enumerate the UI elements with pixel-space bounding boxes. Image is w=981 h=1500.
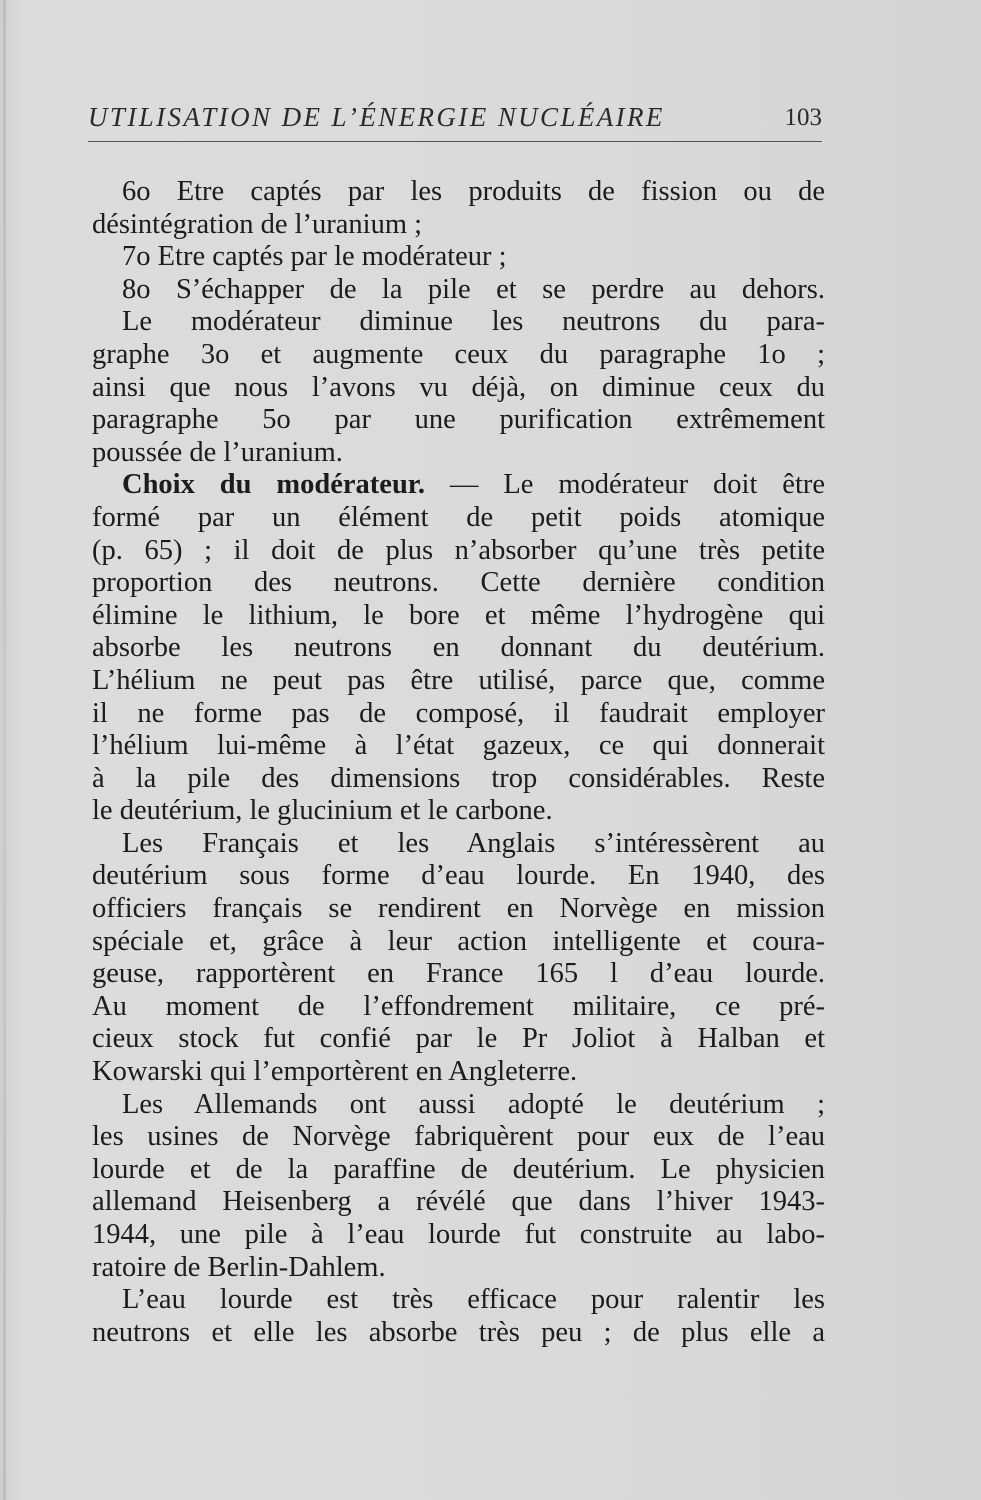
text-line: neutrons et elle les absorbe très peu ; de plus elle a: [92, 1316, 825, 1348]
text-line: 7o Etre captés par le modérateur ;: [122, 241, 507, 273]
text-line: allemand Heisenberg a révélé que dans l’hiver 1943-: [92, 1186, 825, 1218]
text-line: Les Français et les Anglais s’intéressèrent au: [122, 827, 825, 859]
text-line: (p. 65) ; il doit de plus n’absorber qu’une très petite: [92, 534, 825, 566]
text-line: Au moment de l’effondrement militaire, ce pré-: [92, 990, 825, 1022]
text-line: officiers français se rendirent en Norvège en mission: [92, 893, 825, 925]
text-line: Les Allemands ont aussi adopté le deutérium ;: [122, 1088, 825, 1120]
text-line: il ne forme pas de composé, il faudrait employer: [92, 697, 825, 729]
text-line: absorbe les neutrons en donnant du deutérium.: [92, 632, 825, 664]
text-line: à la pile des dimensions trop considérables. Reste: [92, 762, 825, 794]
text-line: élimine le lithium, le bore et même l’hydrogène qui: [92, 599, 825, 631]
section-heading: Choix du modérateur.: [122, 469, 425, 501]
text-line: ainsi que nous l’avons vu déjà, on diminue ceux du: [92, 371, 825, 403]
text-line: deutérium sous forme d’eau lourde. En 1940, des: [92, 860, 825, 892]
text-line: paragraphe 5o par une purification extrêmement: [92, 404, 825, 436]
text-line: 8o S’échapper de la pile et se perdre au dehors.: [122, 273, 825, 305]
text-line: graphe 3o et augmente ceux du paragraphe 1o ;: [92, 338, 825, 370]
text-line: 6o Etre captés par les produits de fission ou de: [122, 176, 825, 207]
text-line: spéciale et, grâce à leur action intelligente et coura-: [92, 925, 825, 957]
text-line: L’hélium ne peut pas être utilisé, parce que, comme: [92, 664, 825, 696]
text-line: proportion des neutrons. Cette dernière condition: [92, 567, 825, 599]
section-line-text: — Le modérateur doit être: [449, 469, 826, 501]
page-gutter: [3, 0, 6, 1500]
text-line: les usines de Norvège fabriquèrent pour eux de l’eau: [92, 1121, 825, 1153]
text-line: poussée de l’uranium.: [92, 436, 343, 468]
text-line: geuse, rapportèrent en France 165 l d’eau lourde.: [92, 958, 825, 990]
text-line: ratoire de Berlin-Dahlem.: [92, 1251, 386, 1283]
running-head-title: UTILISATION DE L’ÉNERGIE NUCLÉAIRE: [88, 102, 665, 132]
text-line: 1944, une pile à l’eau lourde fut construite au labo-: [92, 1219, 825, 1250]
text-line: Kowarski qui l’emportèrent en Angleterre.: [92, 1056, 578, 1088]
text-line: Le modérateur diminue les neutrons du para-: [122, 306, 825, 338]
text-line: le deutérium, le glucinium et le carbone.: [92, 795, 553, 827]
text-line: cieux stock fut confié par le Pr Joliot à Halban et: [92, 1023, 825, 1055]
text-line: lourde et de la paraffine de deutérium. Le physicien: [92, 1153, 825, 1185]
text-line: désintégration de l’uranium ;: [92, 208, 423, 240]
page-number: 103: [784, 104, 822, 131]
section-line: [92, 469, 825, 502]
text-line: L’eau lourde est très efficace pour ralentir les: [122, 1284, 825, 1316]
text-line: l’hélium lui-même à l’état gazeux, ce qui donnerait: [92, 730, 825, 762]
text-line: formé par un élément de petit poids atomique: [92, 501, 825, 533]
body-text: [92, 176, 825, 1349]
header-rule: [88, 141, 822, 142]
running-head: [88, 96, 828, 136]
